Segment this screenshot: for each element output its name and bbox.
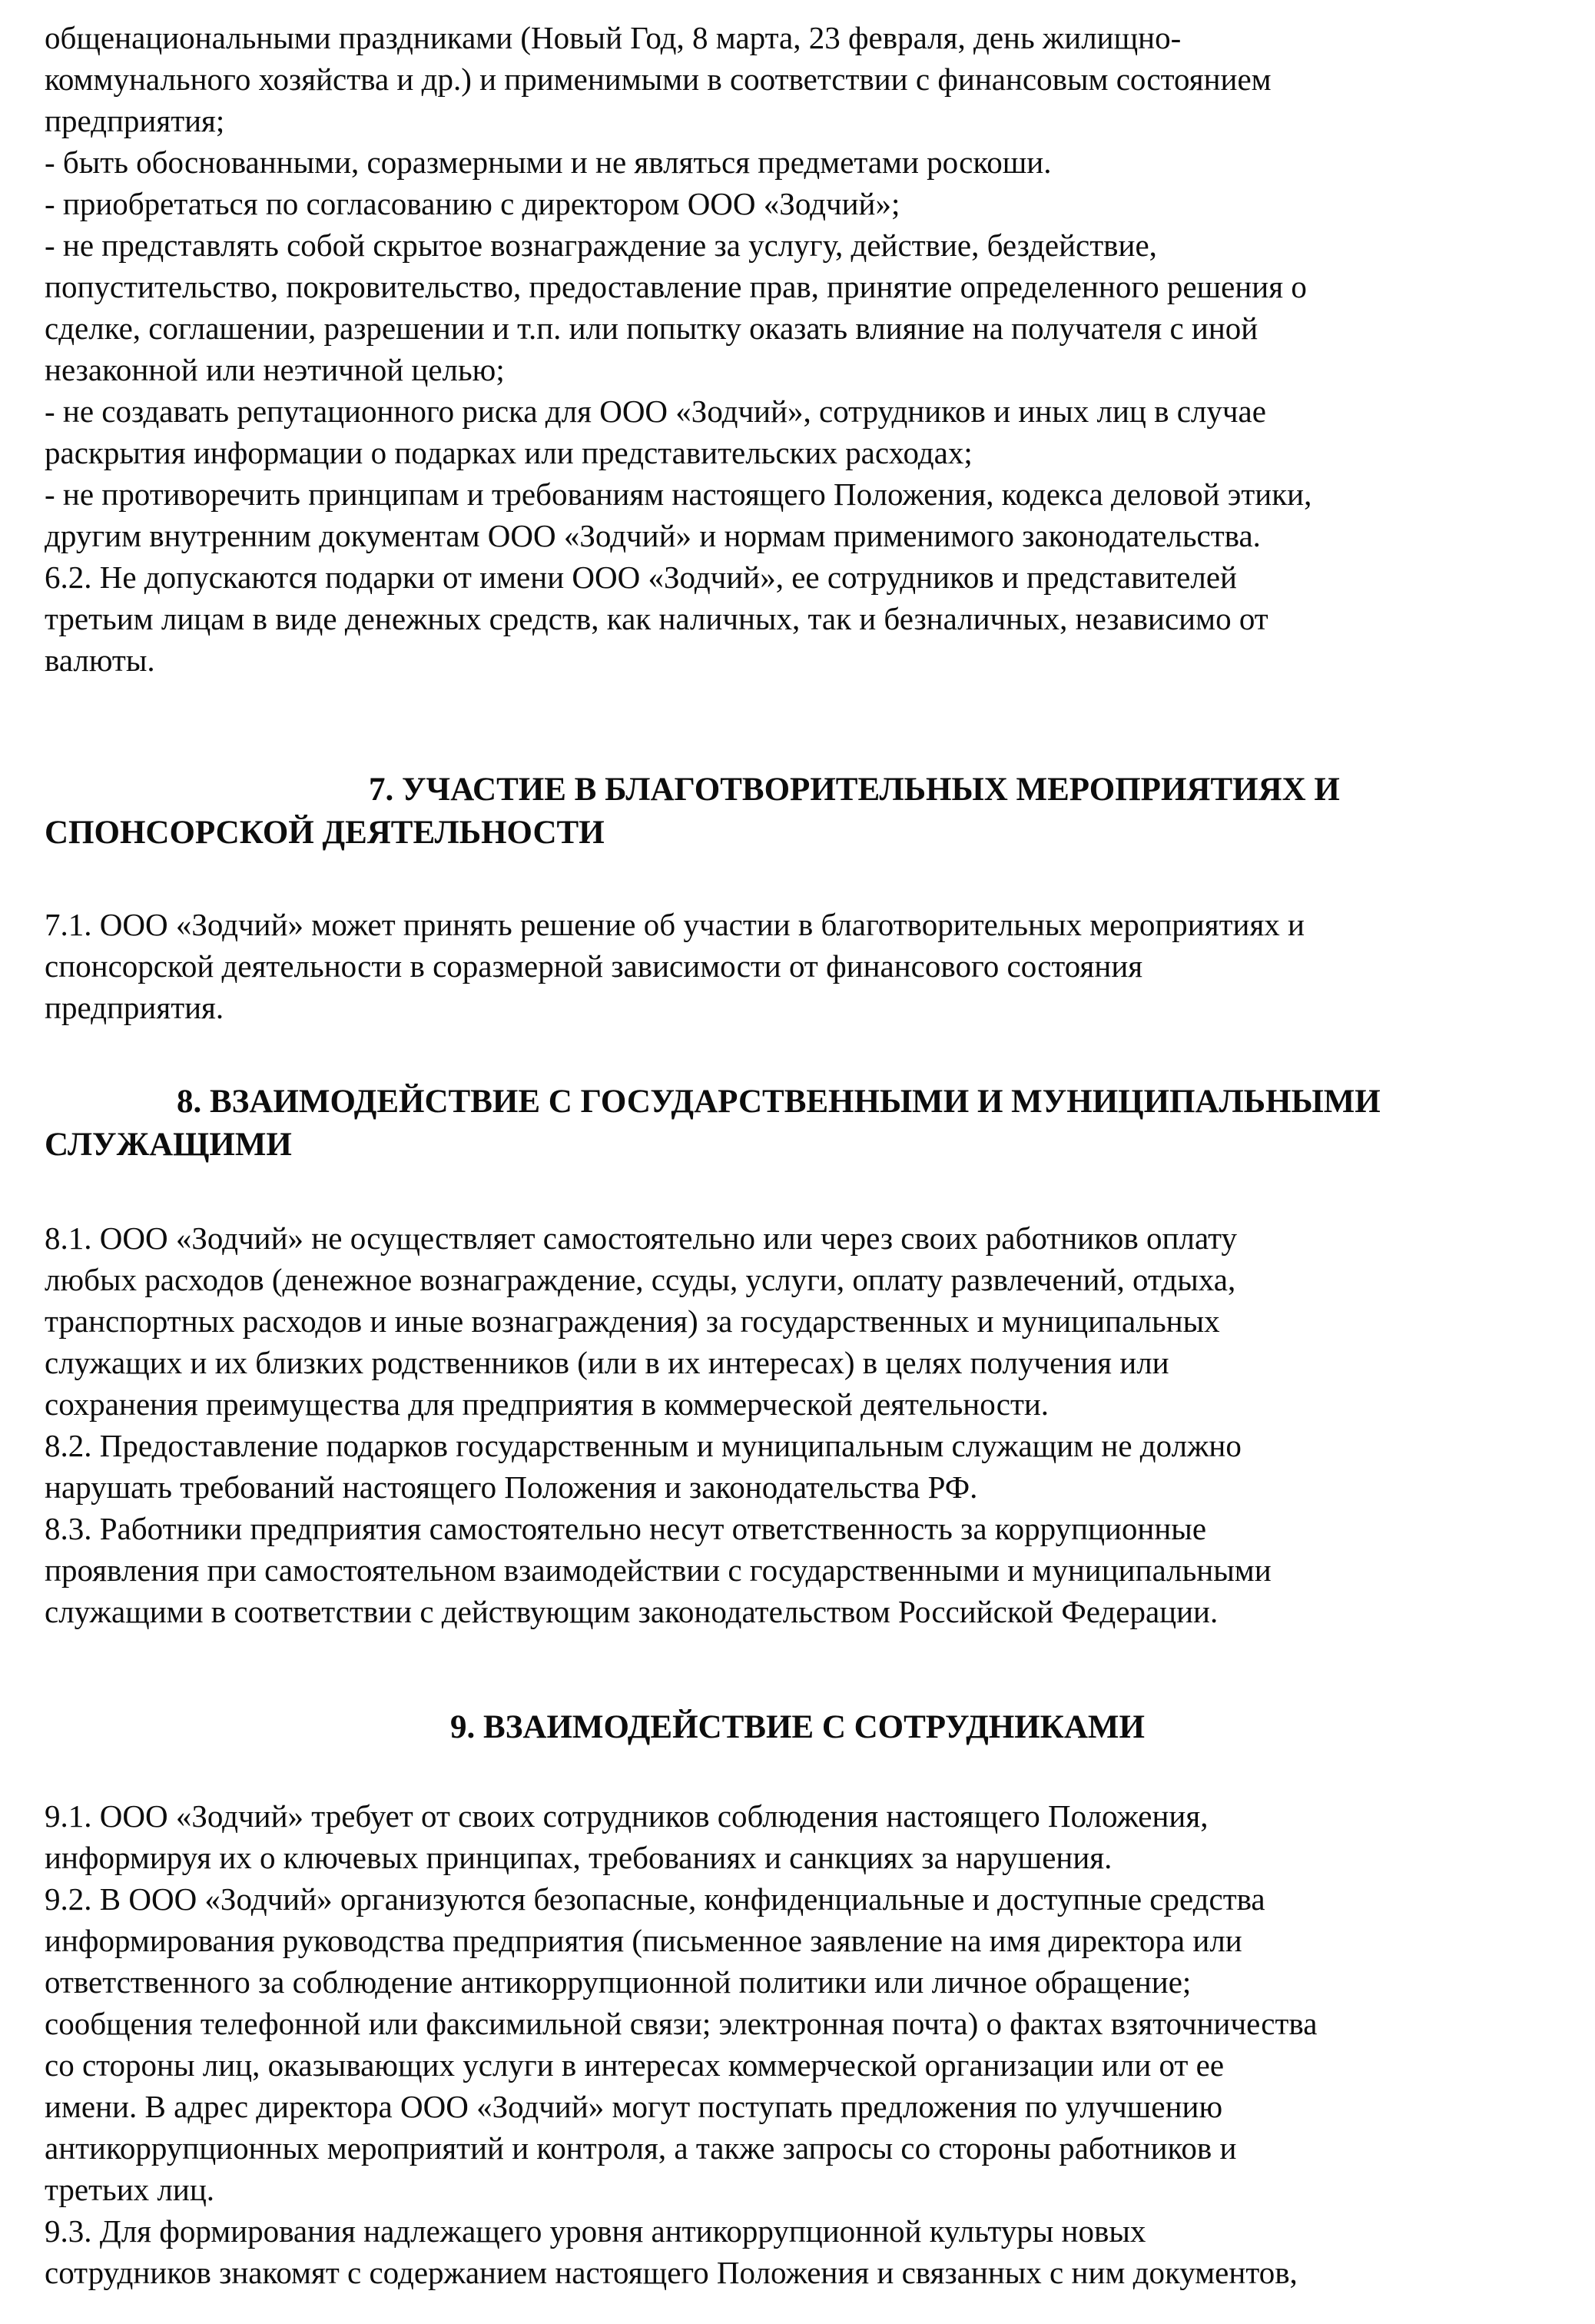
paragraph-line: предприятия; [45,103,225,138]
paragraph-line: валюты. [45,642,155,678]
paragraph-line: предприятия. [45,990,224,1025]
paragraph-line: - не противоречить принципам и требованиям настоящего Положения, кодекса деловой этики, [45,476,1312,512]
paragraph-line: - не создавать репутационного риска для ООО «Зодчий», сотрудников и иных лиц в случае [45,393,1266,429]
paragraph-line: 8.2. Предоставление подарков государственным и муниципальным служащим не должно [45,1428,1242,1463]
section-9-heading [0,1706,1595,1749]
paragraph-line: 8.1. ООО «Зодчий» не осуществляет самостоятельно или через своих работников оплату [45,1220,1237,1256]
section-8-heading-line-2: СЛУЖАЩИМИ [45,1127,292,1163]
paragraph-line: любых расходов (денежное вознаграждение, ссуды, услуги, оплату развлечений, отдыха, [45,1262,1236,1297]
paragraph-line: информируя их о ключевых принципах, требованиях и санкциях за нарушения. [45,1840,1113,1875]
paragraph-line: попустительство, покровительство, предоставление прав, принятие определенного решения о [45,269,1307,304]
paragraph-line: общенациональными праздниками (Новый Год, 8 марта, 23 февраля, день жилищно- [45,20,1182,55]
paragraph-line: нарушать требований настоящего Положения и законодательства РФ. [45,1469,978,1505]
paragraph-line: сообщения телефонной или факсимильной связи; электронная почта) о фактах взяточничества [45,2006,1318,2041]
section-8-heading [0,1081,1595,1167]
paragraph-line: - не представлять собой скрытое вознаграждение за услугу, действие, бездействие, [45,227,1157,263]
paragraph-line: 9.1. ООО «Зодчий» требует от своих сотрудников соблюдения настоящего Положения, [45,1798,1209,1834]
paragraph-line: спонсорской деятельности в соразмерной зависимости от финансового состояния [45,948,1143,984]
paragraph-line: 9.3. Для формирования надлежащего уровня антикоррупционной культуры новых [45,2213,1146,2249]
paragraph-line: информирования руководства предприятия (письменное заявление на имя директора или [45,1923,1242,1958]
paragraph-line: другим внутренним документам ООО «Зодчий» и нормам применимого законодательства. [45,518,1261,553]
paragraph-line: раскрытия информации о подарках или представительских расходах; [45,435,973,470]
section-7-heading [0,769,1595,855]
paragraph-line: 7.1. ООО «Зодчий» может принять решение об участии в благотворительных мероприятиях и [45,907,1305,942]
paragraph-line: коммунального хозяйства и др.) и применимыми в соответствии с финансовым состоянием [45,61,1272,97]
section-8-heading-line-1: 8. ВЗАИМОДЕЙСТВИЕ С ГОСУДАРСТВЕННЫМИ И МУНИЦИПАЛЬНЫМИ [177,1084,1381,1120]
paragraph-line: ответственного за соблюдение антикоррупционной политики или личное обращение; [45,1964,1192,2000]
paragraph-line: служащими в соответствии с действующим законодательством Российской Федерации. [45,1594,1219,1629]
section-8-body [45,1217,1589,1632]
paragraph-line: имени. В адрес директора ООО «Зодчий» могут поступать предложения по улучшению [45,2089,1223,2124]
paragraph-line: третьим лицам в виде денежных средств, как наличных, так и безналичных, независимо от [45,601,1268,636]
paragraph-line: третьих лиц. [45,2172,215,2207]
section-7-heading-line-2: СПОНСОРСКОЙ ДЕЯТЕЛЬНОСТИ [45,815,605,851]
section-9-heading-text: 9. ВЗАИМОДЕЙСТВИЕ С СОТРУДНИКАМИ [450,1709,1145,1745]
section-6-continuation [45,17,1589,681]
paragraph-line: 8.3. Работники предприятия самостоятельно несут ответственность за коррупционные [45,1511,1207,1546]
paragraph-line: незаконной или неэтичной целью; [45,352,505,387]
paragraph-line: проявления при самостоятельном взаимодействии с государственными и муниципальными [45,1552,1272,1588]
paragraph-line: служащих и их близких родственников (или в их интересах) в целях получения или [45,1345,1169,1380]
section-9-body [45,1795,1589,2293]
paragraph-line: транспортных расходов и иные вознаграждения) за государственных и муниципальных [45,1303,1220,1339]
paragraph-line: 6.2. Не допускаются подарки от имени ООО «Зодчий», ее сотрудников и представителей [45,559,1237,595]
paragraph-line: - приобретаться по согласованию с директором ООО «Зодчий»; [45,186,900,221]
section-7-body [45,904,1589,1028]
paragraph-line: 9.2. В ООО «Зодчий» организуются безопасные, конфиденциальные и доступные средства [45,1881,1265,1917]
paragraph-line: сделке, соглашении, разрешении и т.п. или попытку оказать влияние на получателя с иной [45,310,1258,346]
paragraph-line: сотрудников знакомят с содержанием настоящего Положения и связанных с ним документов, [45,2255,1298,2290]
paragraph-line: сохранения преимущества для предприятия в коммерческой деятельности. [45,1386,1050,1422]
paragraph-line: - быть обоснованными, соразмерными и не являться предметами роскоши. [45,144,1052,180]
section-7-heading-line-1: 7. УЧАСТИЕ В БЛАГОТВОРИТЕЛЬНЫХ МЕРОПРИЯТИЯХ И [369,772,1340,808]
paragraph-line: антикоррупционных мероприятий и контроля, а также запросы со стороны работников и [45,2130,1237,2166]
paragraph-line: со стороны лиц, оказывающих услуги в интересах коммерческой организации или от ее [45,2047,1225,2083]
